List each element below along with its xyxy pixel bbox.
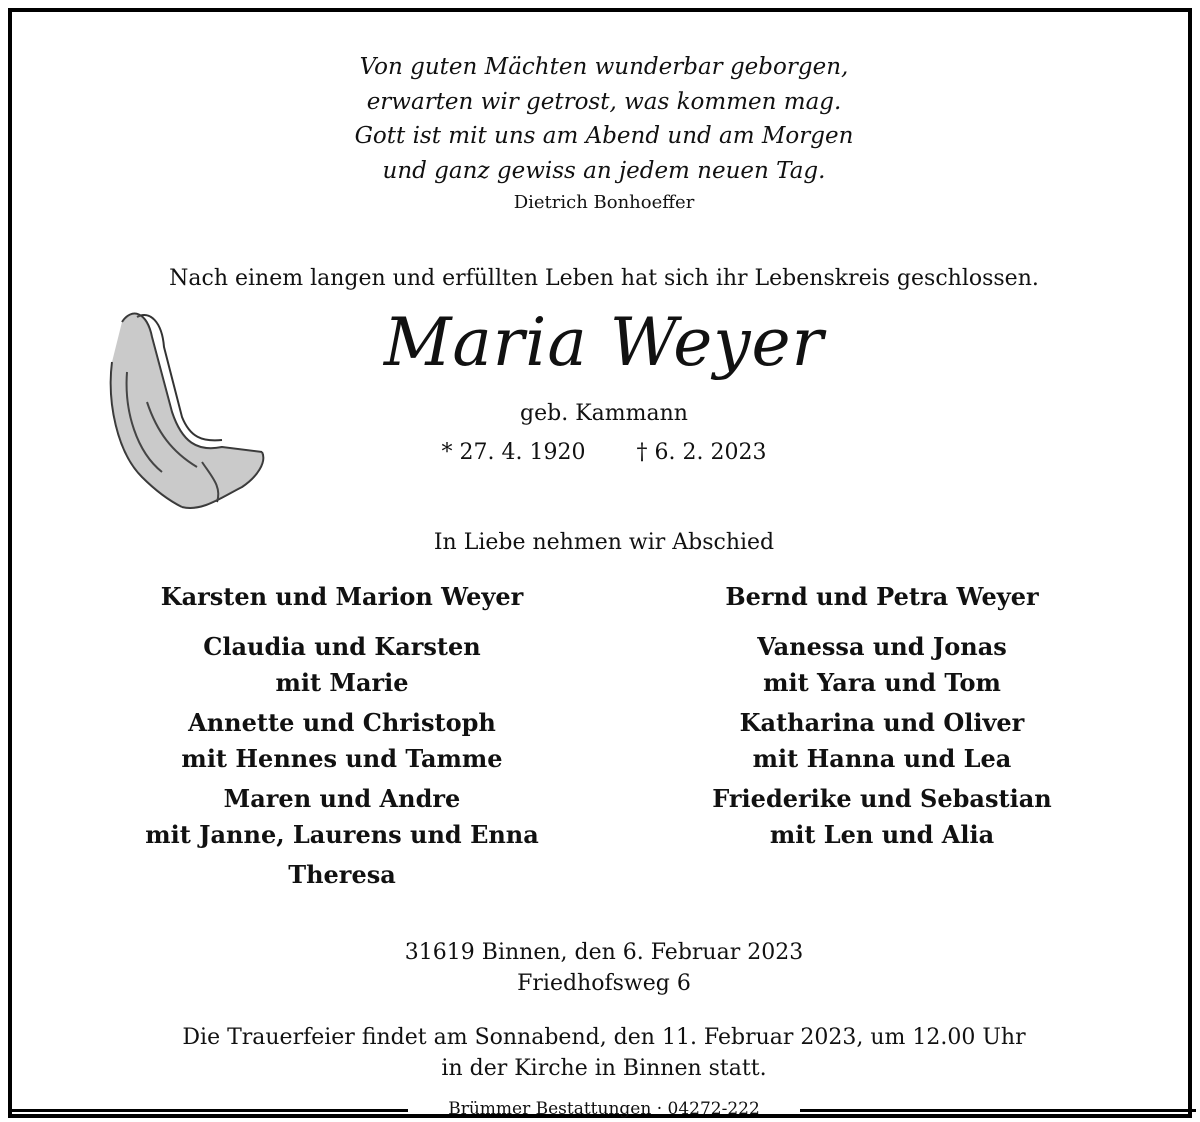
farewell-text: In Liebe nehmen wir Abschied [433,530,775,555]
place-line: 31619 Binnen, den 6. Februar 2023 [404,940,804,965]
obituary-content [12,12,1196,1122]
obituary-frame [8,8,1192,1118]
family-column-left [82,582,602,897]
family-line: Friederike und Sebastian [712,784,1052,813]
family-group [82,781,602,853]
family-group [622,781,1142,853]
life-dates [12,440,1196,465]
family-line: Claudia und Karsten [203,632,481,661]
deceased-name: Maria Weyer [383,304,825,381]
family-group [82,857,602,893]
family-line: mit Yara und Tom [763,668,1001,697]
family-line: Annette und Christoph [188,708,496,737]
poem [12,50,1196,188]
family-line: Theresa [288,860,396,889]
family-line: mit Marie [275,668,409,697]
family-line: mit Hennes und Tamme [181,744,503,773]
poem-line: erwarten wir getrost, was kommen mag. [366,88,842,115]
family-head: Karsten und Marion Weyer [160,582,524,611]
poem-author: Dietrich Bonhoeffer [513,192,695,213]
family-line: Maren und Andre [223,784,461,813]
family-group [82,705,602,777]
family-line: mit Hanna und Lea [752,744,1012,773]
funeral-home-footer: Brümmer Bestattungen · 04272-222 [448,1099,760,1119]
family-column-right [622,582,1142,857]
death-date: † 6. 2. 2023 [636,440,767,465]
birth-date: * 27. 4. 1920 [441,440,586,465]
family-line: mit Len und Alia [769,820,995,849]
family-group [622,629,1142,701]
place-and-date [12,937,1196,999]
family-group [82,629,602,701]
ceremony-info [12,1022,1196,1084]
ceremony-line: in der Kirche in Binnen statt. [441,1056,767,1081]
ceremony-line: Die Trauerfeier findet am Sonnabend, den 11. Februar 2023, um 12.00 Uhr [182,1025,1026,1050]
address-line: Friedhofsweg 6 [517,971,691,996]
poem-line: Gott ist mit uns am Abend und am Morgen [354,123,854,149]
family-head: Bernd und Petra Weyer [725,582,1039,611]
intro-text: Nach einem langen und erfüllten Leben hat sich ihr Lebenskreis geschlossen. [169,266,1039,291]
poem-line: und ganz gewiss an jedem neuen Tag. [382,157,826,184]
family-line: mit Janne, Laurens und Enna [145,820,539,849]
born-name: geb. Kammann [520,401,688,426]
family-line: Vanessa und Jonas [757,632,1007,661]
family-line: Katharina und Oliver [739,708,1025,737]
family-group [622,705,1142,777]
footer-rule-right [800,1109,1196,1112]
poem-line: Von guten Mächten wunderbar geborgen, [359,54,849,80]
